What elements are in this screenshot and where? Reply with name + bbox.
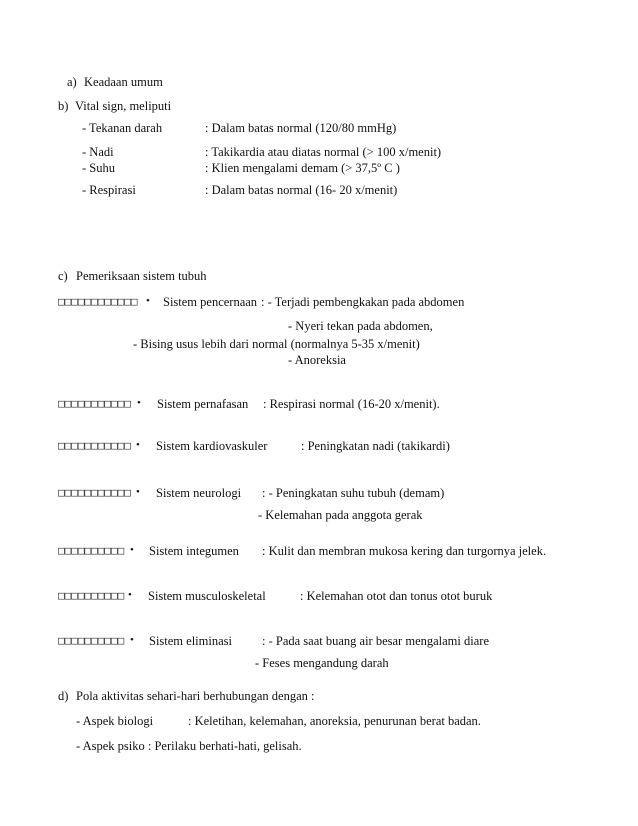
bullet-icon: • [130,634,134,646]
section-a-label: a) [67,75,77,89]
system-value: : Kelemahan otot dan tonus otot buruk [300,589,493,603]
bullet-icon: • [130,544,134,556]
vital-sign-value: : Takikardia atau diatas normal (> 100 x/menit) [205,145,442,159]
system-name: Sistem pencernaan [163,295,258,309]
system-extra: - Anoreksia [288,353,346,367]
system-extra: - Bising usus lebih dari normal (normalnya 5-35 x/menit) [133,337,420,351]
system-name: Sistem neurologi [156,486,242,500]
system-value: : - Terjadi pembengkakan pada abdomen [261,295,465,309]
system-name: Sistem musculoskeletal [148,589,266,603]
activity-aspect-text: - Aspek psiko : Perilaku berhati-hati, gelisah. [76,739,302,753]
vital-sign-value: : Dalam batas normal (120/80 mmHg) [205,121,397,135]
system-value: : Respirasi normal (16-20 x/menit). [263,397,440,411]
vital-sign-name: - Respirasi [82,183,136,197]
section-b-title: Vital sign, meliputi [75,99,172,113]
vital-sign-value: : Dalam batas normal (16- 20 x/menit) [205,183,398,197]
missing-glyph-boxes: □□□□□□□□□□□ [58,486,131,499]
section-b-label: b) [58,99,69,113]
section-d-title: Pola aktivitas sehari-hari berhubungan dengan : [76,689,315,703]
missing-glyph-boxes: □□□□□□□□□□□□ [58,295,138,308]
system-extra: - Feses mengandung darah [255,656,389,670]
system-extra: - Nyeri tekan pada abdomen, [288,319,433,333]
system-value: : Peningkatan nadi (takikardi) [301,439,450,453]
bullet-icon: • [137,397,141,409]
system-name: Sistem kardiovaskuler [156,439,268,453]
section-c-label: c) [58,269,68,283]
activity-aspect-name: - Aspek biologi [76,714,154,728]
section-d-label: d) [58,689,69,703]
missing-glyph-boxes: □□□□□□□□□□□ [58,397,131,410]
system-name: Sistem pernafasan [157,397,249,411]
missing-glyph-boxes: □□□□□□□□□□ [58,544,125,557]
section-c-title: Pemeriksaan sistem tubuh [76,269,207,283]
system-name: Sistem integumen [149,544,239,558]
vital-sign-name: - Suhu [82,161,115,175]
vital-sign-name: - Nadi [82,145,114,159]
section-a-title: Keadaan umum [84,75,163,89]
system-value: : Kulit dan membran mukosa kering dan turgornya jelek. [262,544,547,558]
vital-sign-name: - Tekanan darah [82,121,163,135]
missing-glyph-boxes: □□□□□□□□□□ [58,589,125,602]
activity-aspect-value: : Keletihan, kelemahan, anoreksia, penurunan berat badan. [188,714,481,728]
bullet-icon: • [128,589,132,601]
system-name: Sistem eliminasi [149,634,232,648]
system-extra: - Kelemahan pada anggota gerak [258,508,423,522]
system-value: : - Pada saat buang air besar mengalami diare [262,634,489,648]
missing-glyph-boxes: □□□□□□□□□□ [58,634,125,647]
bullet-icon: • [146,295,150,307]
bullet-icon: • [136,439,140,451]
missing-glyph-boxes: □□□□□□□□□□□ [58,439,131,452]
system-value: : - Peningkatan suhu tubuh (demam) [262,486,445,500]
bullet-icon: • [136,486,140,498]
vital-sign-value: : Klien mengalami demam (> 37,5º C ) [205,161,400,175]
